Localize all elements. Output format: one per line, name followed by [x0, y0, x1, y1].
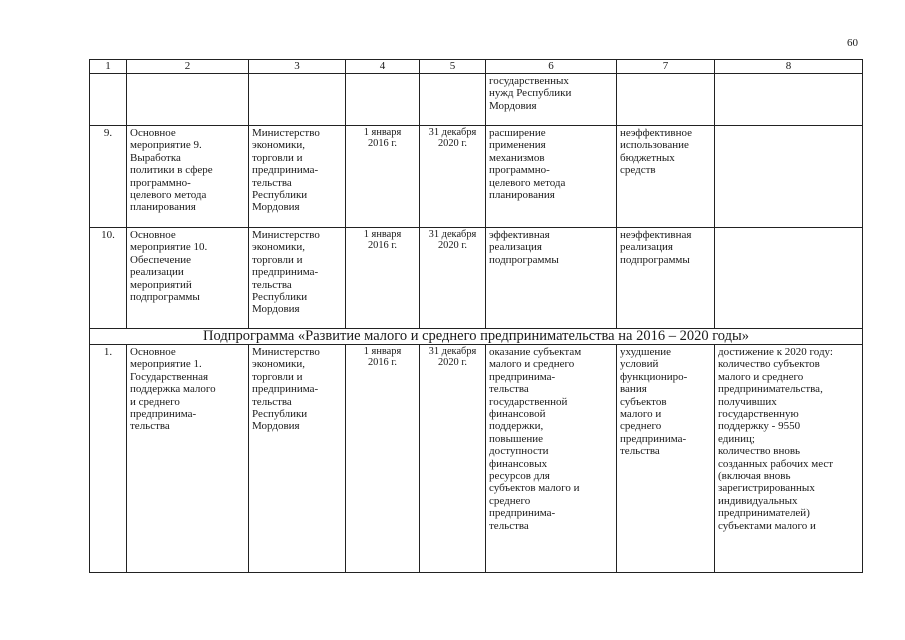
text-line: подпрограммы: [489, 253, 559, 266]
column-number-cell: 2: [127, 60, 249, 74]
table-row: [90, 345, 863, 573]
text-line: (включая вновь: [718, 470, 791, 483]
text-line: зарегистрированных: [718, 482, 815, 495]
text-line: экономики,: [252, 139, 306, 152]
column-number-cell: 6: [486, 60, 617, 74]
text-line: Министерство: [252, 229, 320, 241]
text-line: торговли и: [252, 370, 303, 383]
text-line: подпрограммы: [130, 291, 200, 304]
text-line: торговли и: [252, 253, 303, 266]
text-line: достижение к 2020 году:: [718, 346, 833, 358]
text-line: тельства: [489, 519, 529, 532]
text-line: поддержку - 9550: [718, 420, 801, 433]
text-line: 2016 г.: [367, 240, 398, 252]
text-line: Республики: [252, 189, 308, 202]
text-line: Мордовия: [252, 201, 300, 214]
subprogram-heading-row: [90, 329, 863, 345]
cell-expected-result: [486, 228, 617, 329]
cell-start-date: [346, 345, 420, 573]
cell-indicators: [715, 74, 863, 126]
text-line: среднего: [489, 494, 531, 507]
text-line: предпринима-: [252, 164, 319, 177]
text-line: тельства: [489, 383, 529, 396]
text-line: мероприятие 1.: [130, 358, 202, 371]
text-line: предпринимателей): [718, 507, 810, 520]
text-line: планирования: [130, 201, 196, 214]
text-line: субъектов: [620, 395, 667, 408]
cell-consequences: [617, 74, 715, 126]
text-line: тельства: [252, 395, 292, 408]
cell-executor: [249, 126, 346, 228]
text-line: политики в сфере: [130, 164, 213, 177]
text-line: количество вновь: [718, 445, 801, 458]
text-line: предпринима-: [489, 370, 556, 383]
text-line: государственной: [489, 395, 568, 408]
text-line: Выработка: [130, 151, 181, 164]
text-line: 2016 г.: [367, 357, 398, 369]
cell-measure-name: [127, 126, 249, 228]
text-line: единиц;: [718, 432, 755, 445]
cell-end-date: [420, 126, 486, 228]
cell-measure-name: [127, 345, 249, 573]
text-line: Обеспечение: [130, 253, 191, 266]
cell-consequences: [617, 228, 715, 329]
text-line: 1 января: [363, 346, 402, 357]
text-line: нужд Республики: [489, 87, 572, 100]
text-line: среднего: [620, 420, 662, 433]
text-line: вания: [620, 383, 647, 396]
text-line: Основное: [130, 127, 176, 139]
cell-expected-result: [486, 126, 617, 228]
text-line: предпринима-: [489, 507, 556, 520]
cell-start-date: [346, 74, 420, 126]
text-line: предпринима-: [620, 432, 687, 445]
column-number-row: [90, 60, 863, 74]
text-line: неэффективное: [620, 127, 692, 139]
cell-executor: [249, 74, 346, 126]
text-line: 31 декабря: [428, 127, 477, 138]
text-line: 2020 г.: [437, 138, 468, 150]
text-line: Республики: [252, 408, 308, 421]
cell-consequences: [617, 126, 715, 228]
cell-indicators: [715, 345, 863, 573]
text-line: функциониро-: [620, 370, 688, 383]
text-line: 1 января: [363, 127, 402, 138]
column-number-cell: 5: [420, 60, 486, 74]
text-line: торговли и: [252, 151, 303, 164]
text-line: мероприятий: [130, 278, 192, 291]
text-line: ухудшение: [620, 346, 671, 358]
text-line: использование: [620, 139, 689, 152]
text-line: подпрограммы: [620, 253, 690, 266]
text-line: предпринима-: [130, 408, 197, 421]
text-line: планирования: [489, 189, 555, 202]
text-line: реализация: [489, 241, 542, 254]
text-line: условий: [620, 358, 659, 371]
text-line: 2020 г.: [437, 240, 468, 252]
column-number-cell: 4: [346, 60, 420, 74]
text-line: индивидуальных: [718, 494, 798, 507]
cell-end-date: [420, 74, 486, 126]
cell-number: 1.: [90, 345, 127, 573]
text-line: эффективная: [489, 229, 550, 241]
text-line: реализация: [620, 241, 673, 254]
text-line: повышение: [489, 432, 543, 445]
text-line: оказание субъектам: [489, 346, 582, 358]
cell-expected-result: [486, 74, 617, 126]
text-line: тельства: [130, 420, 170, 433]
text-line: Государственная: [130, 370, 209, 383]
text-line: 31 декабря: [428, 229, 477, 240]
text-line: Республики: [252, 291, 308, 304]
column-number-cell: 8: [715, 60, 863, 74]
text-line: количество субъектов: [718, 358, 820, 371]
subprogram-title: Подпрограмма «Развитие малого и среднего предпринимательства на 2016 – 2020 годы»: [90, 329, 863, 345]
text-line: малого и среднего: [489, 358, 575, 371]
text-line: Мордовия: [489, 99, 537, 112]
text-line: программно-: [130, 176, 191, 189]
cell-indicators: [715, 228, 863, 329]
cell-number: 10.: [90, 228, 127, 329]
cell-consequences: [617, 345, 715, 573]
text-line: предпринима-: [252, 383, 319, 396]
text-line: Министерство: [252, 346, 320, 358]
text-line: Министерство: [252, 127, 320, 139]
cell-start-date: [346, 126, 420, 228]
text-line: неэффективная: [620, 229, 692, 241]
text-line: бюджетных: [620, 151, 675, 164]
text-line: экономики,: [252, 241, 306, 254]
text-line: поддержка малого: [130, 383, 216, 396]
text-line: целевого метода: [130, 189, 207, 202]
cell-indicators: [715, 126, 863, 228]
cell-executor: [249, 345, 346, 573]
text-line: программно-: [489, 164, 550, 177]
text-line: тельства: [252, 176, 292, 189]
text-line: 2016 г.: [367, 138, 398, 150]
text-line: расширение: [489, 127, 546, 139]
text-line: финансовых: [489, 457, 548, 470]
text-line: 2020 г.: [437, 357, 468, 369]
text-line: финансовой: [489, 408, 546, 421]
measures-table: [89, 59, 863, 573]
cell-end-date: [420, 345, 486, 573]
cell-measure-name: [127, 74, 249, 126]
page-number: 60: [847, 37, 858, 49]
cell-start-date: [346, 228, 420, 329]
cell-number: 9.: [90, 126, 127, 228]
text-line: получивших: [718, 395, 777, 408]
text-line: 1 января: [363, 229, 402, 240]
cell-end-date: [420, 228, 486, 329]
text-line: средств: [620, 164, 656, 177]
text-line: 31 декабря: [428, 346, 477, 357]
cell-number: [90, 74, 127, 126]
text-line: государственную: [718, 408, 799, 421]
text-line: и среднего: [130, 395, 180, 408]
column-number-cell: 1: [90, 60, 127, 74]
text-line: механизмов: [489, 151, 545, 164]
text-line: созданных рабочих мест: [718, 457, 834, 470]
cell-expected-result: [486, 345, 617, 573]
text-line: экономики,: [252, 358, 306, 371]
column-number-cell: 7: [617, 60, 715, 74]
text-line: предпринимательства,: [718, 383, 823, 396]
text-line: мероприятие 9.: [130, 139, 202, 152]
text-line: субъектов малого и: [489, 482, 580, 495]
text-line: тельства: [620, 445, 660, 458]
cell-executor: [249, 228, 346, 329]
cell-measure-name: [127, 228, 249, 329]
text-line: предпринима-: [252, 266, 319, 279]
text-line: Основное: [130, 229, 176, 241]
text-line: применения: [489, 139, 546, 152]
text-line: целевого метода: [489, 176, 566, 189]
table-row-continuation: [90, 74, 863, 126]
table-row: [90, 228, 863, 329]
column-number-cell: 3: [249, 60, 346, 74]
text-line: государственных: [489, 75, 569, 87]
text-line: мероприятие 10.: [130, 241, 208, 254]
text-line: поддержки,: [489, 420, 544, 433]
text-line: доступности: [489, 445, 549, 458]
text-line: субъектами малого и: [718, 519, 816, 532]
text-line: ресурсов для: [489, 470, 550, 483]
table-row: [90, 126, 863, 228]
text-line: малого и среднего: [718, 370, 804, 383]
text-line: реализации: [130, 266, 184, 279]
text-line: Мордовия: [252, 420, 300, 433]
text-line: Мордовия: [252, 303, 300, 316]
text-line: тельства: [252, 278, 292, 291]
text-line: малого и: [620, 408, 662, 421]
text-line: Основное: [130, 346, 176, 358]
